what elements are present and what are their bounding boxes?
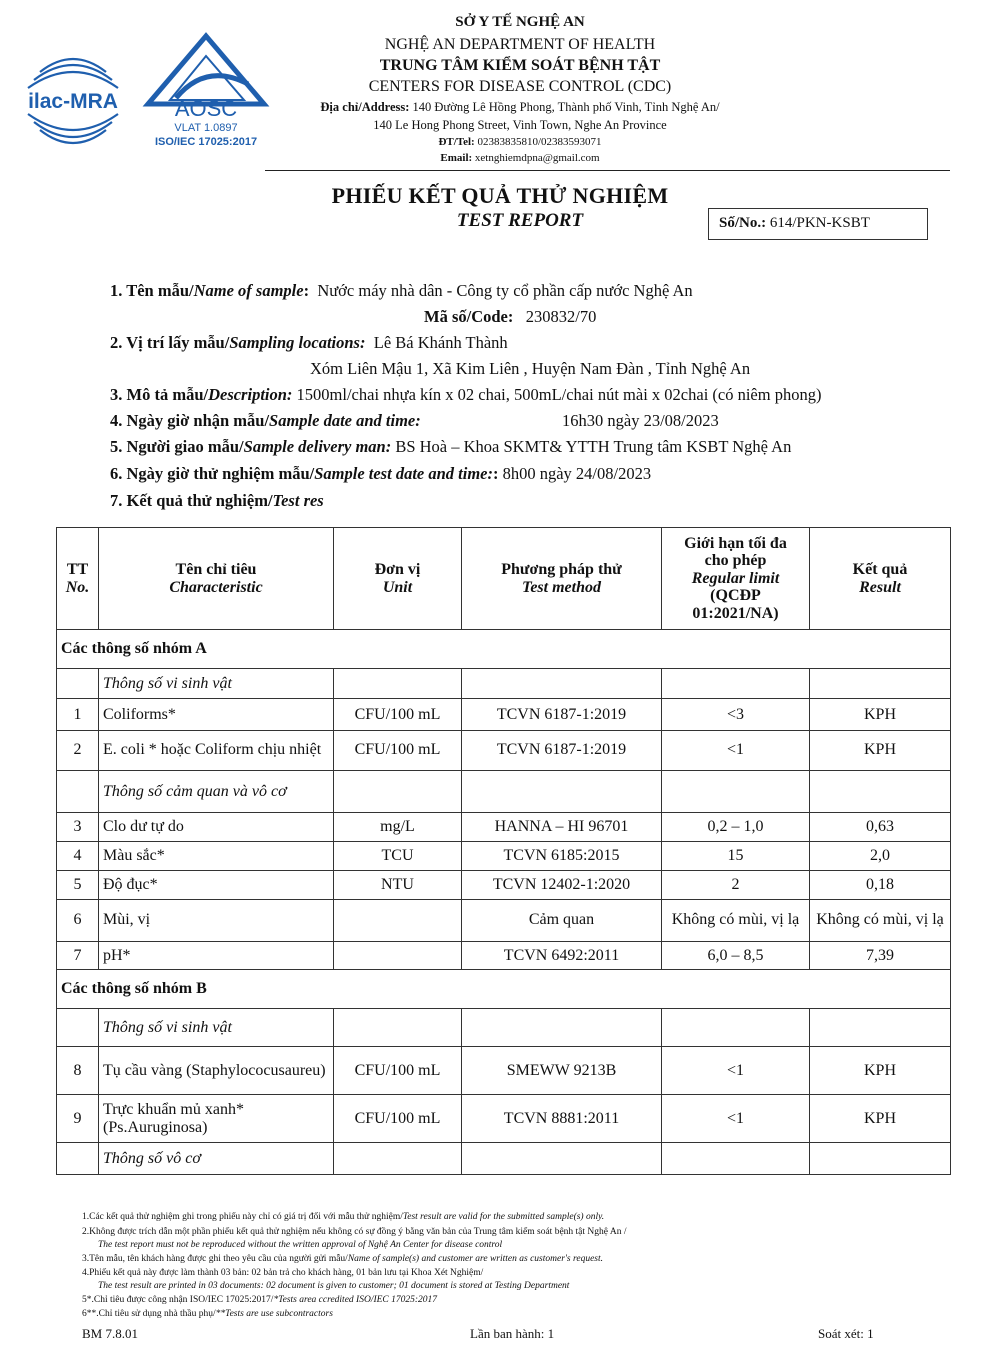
table-row: 8 Tụ cầu vàng (Staphylococusaureu) CFU/100 mL SMEWW 9213B <1 KPH xyxy=(57,1047,951,1095)
results-table xyxy=(56,527,951,1175)
header-line-4: CENTERS FOR DISEASE CONTROL (CDC) xyxy=(368,78,672,95)
info-sampling-location: 2. Vị trí lấy mẫu/Sampling locations: Lê Bá Khánh Thành xyxy=(110,333,508,352)
header-line-1: SỞ Y TẾ NGHỆ AN xyxy=(455,14,585,30)
info-delivery-man: 5. Người giao mẫu/Sample delivery man: BS Hoà – Khoa SKMT& YTTH Trung tâm KSBT Nghệ An xyxy=(110,437,792,456)
aosc-logo-text: AOSC xyxy=(174,96,238,121)
subgroup-row: Thông số cảm quan và vô cơ xyxy=(57,771,951,813)
header-address-vn: Địa chỉ/Address: 140 Đường Lê Hồng Phong, Thành phố Vinh, Tỉnh Nghệ An/ xyxy=(320,100,720,114)
table-row: 2 E. coli * hoặc Coliform chịu nhiệt CFU/100 mL TCVN 6187-1:2019 <1 KPH xyxy=(57,731,951,771)
info-code: Mã số/Code: 230832/70 xyxy=(424,307,597,326)
footnote-1: 1.Các kết quả thử nghiệm ghi trong phiếu này chỉ có giá trị đối với mẫu thử nghiệm/Test result are valid for the submitted sample(s) only. xyxy=(82,1212,605,1222)
footnote-5: 5*.Chỉ tiêu được công nhận ISO/IEC 17025:2017/*Tests area ccredited ISO/IEC 17025:2017 xyxy=(82,1295,438,1305)
footnote-2-en: The test report must not be reproduced without the written approval of Nghệ An Center for disease control xyxy=(98,1240,503,1250)
issue-number: Lần ban hành: 1 xyxy=(470,1326,555,1341)
aosc-logo xyxy=(136,32,276,150)
header-line-2: NGHỆ AN DEPARTMENT OF HEALTH xyxy=(384,36,656,53)
header-divider xyxy=(265,170,950,171)
report-title-vn: PHIẾU KẾT QUẢ THỬ NGHIỆM xyxy=(331,183,669,208)
header-characteristic: Tên chỉ tiêu Characteristic xyxy=(99,528,334,630)
table-row: 6 Mùi, vị Cảm quan Không có mùi, vị lạ Không có mùi, vị lạ xyxy=(57,900,951,942)
info-description: 3. Mô tả mẫu/Description: 1500ml/chai nhựa kín x 02 chai, 500mL/chai nút mài x 02chai (có niêm phong) xyxy=(110,385,822,404)
info-test-result-heading: 7. Kết quả thử nghiệm/Test res xyxy=(110,491,324,510)
header-limit: Giới hạn tối đa cho phép Regular limit (QCĐP 01:2021/NA) xyxy=(662,528,810,630)
header-tt: TT No. xyxy=(57,528,99,630)
footnote-2: 2.Không được trích dẫn một phần phiếu kết quả thử nghiệm nếu không có sự đồng ý bằng văn bản của Trung tâm kiểm soát bệnh tật Nghệ An / xyxy=(82,1227,627,1237)
footnote-4-en: The test result are printed in 03 documents: 02 document is given to customer; 01 document is stored at Testing Department xyxy=(98,1281,570,1291)
footnote-6: 6**.Chỉ tiêu sử dụng nhà thầu phụ/**Tests are use subcontractors xyxy=(82,1309,333,1319)
header-line-3: TRUNG TÂM KIỂM SOÁT BỆNH TẬT xyxy=(379,57,661,74)
header-result: Kết quả Result xyxy=(810,528,951,630)
report-number-box: Số/No.: 614/PKN-KSBT xyxy=(708,208,928,240)
header-method: Phương pháp thử Test method xyxy=(462,528,662,630)
report-title-en: TEST REPORT xyxy=(456,210,584,231)
aosc-iso: ISO/IEC 17025:2017 xyxy=(154,136,258,148)
ilac-mra-logo xyxy=(14,42,132,160)
footnote-3: 3.Tên mẫu, tên khách hàng được ghi theo yêu cầu của người gửi mẫu/Name of sample(s) and customer are written as customer's request. xyxy=(82,1254,603,1264)
header-address-en: 140 Le Hong Phong Street, Vinh Town, Nghe An Province xyxy=(373,118,667,132)
info-sample-name: 1. Tên mẫu/Name of sample: Nước máy nhà dân - Công ty cổ phần cấp nước Nghệ An xyxy=(110,281,693,300)
header-unit: Đơn vị Unit xyxy=(334,528,462,630)
table-row: 7 pH* TCVN 6492:2011 6,0 – 8,5 7,39 xyxy=(57,942,951,970)
table-row: 4 Màu sắc* TCU TCVN 6185:2015 15 2,0 xyxy=(57,842,951,871)
info-test-date: 6. Ngày giờ thử nghiệm mẫu/Sample test date and time:: 8h00 ngày 24/08/2023 xyxy=(110,464,652,483)
subgroup-row: Thông số vi sinh vật xyxy=(57,669,951,699)
ilac-logo-text: ilac-MRA xyxy=(28,90,118,113)
report-number: 614/PKN-KSBT xyxy=(769,215,870,231)
header-email: Email: xetnghiemdpna@gmail.com xyxy=(440,152,600,164)
footnote-4: 4.Phiếu kết quả này được làm thành 03 bản: 02 bản trả cho khách hàng, 01 bản lưu tại Khoa Xét Nghiệm/ xyxy=(82,1268,484,1278)
review-number: Soát xét: 1 xyxy=(818,1326,874,1341)
table-header-row xyxy=(57,528,951,630)
form-code: BM 7.8.01 xyxy=(82,1326,138,1341)
info-sampling-location-2: Xóm Liên Mậu 1, Xã Kim Liên , Huyện Nam Đàn , Tỉnh Nghệ An xyxy=(310,359,751,378)
subgroup-row: Thông số vô cơ xyxy=(57,1143,951,1175)
table-row: 1 Coliforms* CFU/100 mL TCVN 6187-1:2019 <3 KPH xyxy=(57,699,951,731)
table-row: 9 Trực khuẩn mủ xanh* (Ps.Auruginosa) CFU/100 mL TCVN 8881:2011 <1 KPH xyxy=(57,1095,951,1143)
aosc-code: VLAT 1.0897 xyxy=(174,122,238,134)
header-tel: ĐT/Tel: 02383835810/02383593071 xyxy=(438,136,602,148)
group-b-row: Các thông số nhóm B xyxy=(57,970,951,1009)
subgroup-row: Thông số vi sinh vật xyxy=(57,1009,951,1047)
info-receive-date: 4. Ngày giờ nhận mẫu/Sample date and time: 16h30 ngày 23/08/2023 xyxy=(110,411,719,430)
group-a-row: Các thông số nhóm A xyxy=(57,630,951,669)
table-row: 5 Độ đục* NTU TCVN 12402-1:2020 2 0,18 xyxy=(57,871,951,900)
table-row: 3 Clo dư tự do mg/L HANNA – HI 96701 0,2 – 1,0 0,63 xyxy=(57,813,951,842)
